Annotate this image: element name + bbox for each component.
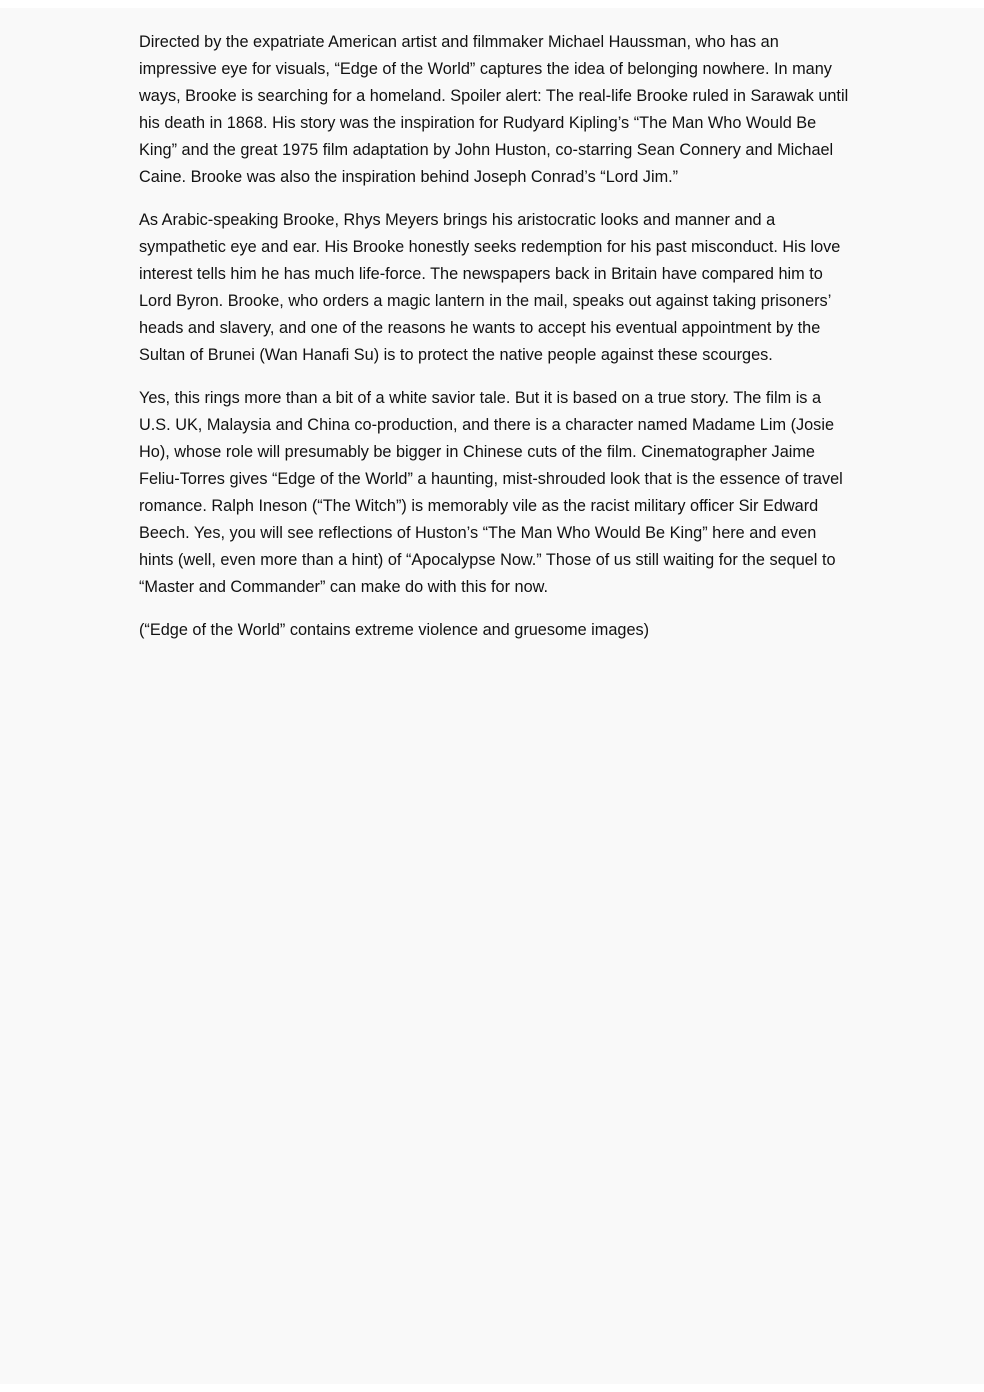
article-paragraph: As Arabic-speaking Brooke, Rhys Meyers brings his aristocratic looks and manner and a sympathetic eye and ear. His Brooke honestly seeks redemption for his past misconduct. His love interest tells him he has much life-force. The newspapers back in Britain have compared him to Lord Byron. Brooke, who orders a magic lantern in the mail, speaks out against taking prisoners’ heads and slavery, and one of the reasons he wants to accept his eventual appointment by the Sultan of Brunei (Wan Hanafi Su) is to protect the native people against these scourges. <box>139 211 841 364</box>
page <box>0 8 984 1384</box>
article-paragraph: Yes, this rings more than a bit of a white savior tale. But it is based on a true story. The film is a U.S. UK, Malaysia and China co-production, and there is a character named Madame Lim (Josie Ho), whose role will presumably be bigger in Chinese cuts of the film. Cinematographer Jaime Feliu-Torres gives “Edge of the World” a haunting, mist-shrouded look that is the essence of travel romance. Ralph Ineson (“The Witch”) is memorably vile as the racist military officer Sir Edward Beech. Yes, you will see reflections of Huston’s “The Man Who Would Be King” here and even hints (well, even more than a hint) of “Apocalypse Now.” Those of us still waiting for the sequel to “Master and Commander” can make do with this for now. <box>139 389 843 596</box>
article-paragraph: Directed by the expatriate American artist and filmmaker Michael Haussman, who has an impressive eye for visuals, “Edge of the World” captures the idea of belonging nowhere. In many ways, Brooke is searching for a homeland. Spoiler alert: The real-life Brooke ruled in Sarawak until his death in 1868. His story was the inspiration for Rudyard Kipling’s “The Man Who Would Be King” and the great 1975 film adaptation by John Huston, co-starring Sean Connery and Michael Caine. Brooke was also the inspiration behind Joseph Conrad’s “Lord Jim.” <box>139 33 849 186</box>
article-body <box>139 29 855 660</box>
article-note: (“Edge of the World” contains extreme violence and gruesome images) <box>139 621 650 639</box>
